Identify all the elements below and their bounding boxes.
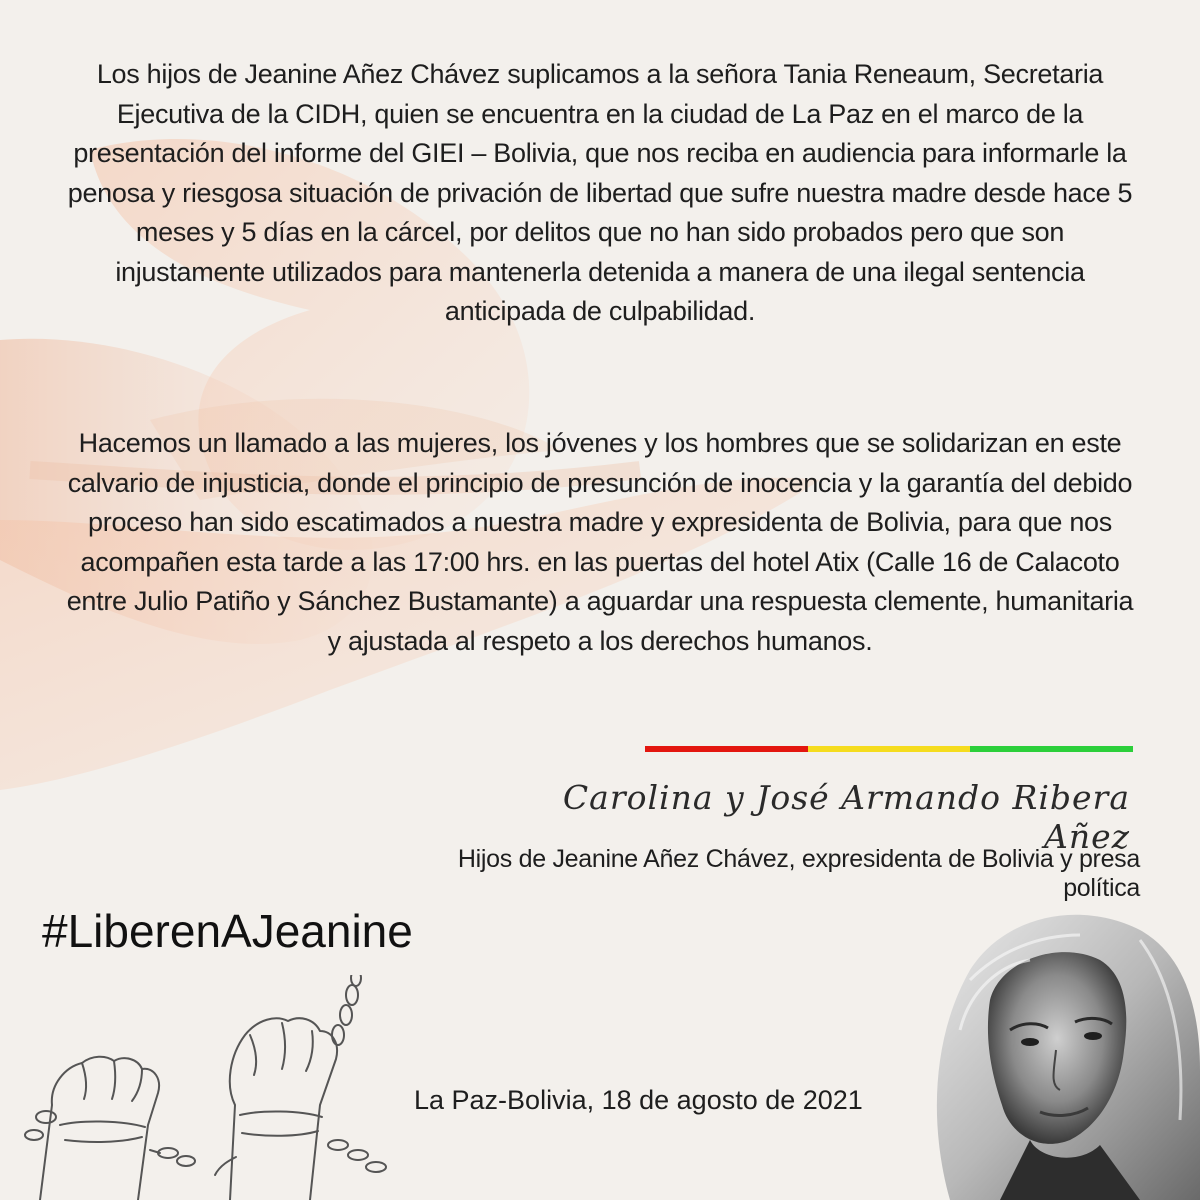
flag-red-segment — [645, 746, 808, 752]
place-date: La Paz-Bolivia, 18 de agosto de 2021 — [414, 1085, 863, 1115]
signature-names: Carolina y José Armando Ribera Añez — [562, 778, 1130, 856]
statement-paragraph-1: Los hijos de Jeanine Añez Chávez suplicamos a la señora Tania Reneaum, Secretaria Ejecutiva de la CIDH, quien se encuentra en la ciudad de La Paz en el marco de la presentación del informe del GIEI – Bolivia, que nos reciba en audiencia para informarle la penosa y riesgosa situación de privación de libertad que sufre nuestra madre desde hace 5 meses y 5 días en la cárcel, por delitos que no han sido probados pero que son injustamente utilizados para mantenerla detenida a manera de una ilegal sentencia anticipada de culpabilidad. — [67, 59, 1133, 326]
hashtag: #LiberenAJeanine — [42, 905, 413, 957]
bolivia-flag-divider — [645, 746, 1133, 752]
signer-role: Hijos de Jeanine Añez Chávez, expresidenta de Bolivia y presa política — [457, 845, 1140, 902]
portrait-image — [910, 890, 1200, 1200]
broken-chains-fists-icon — [20, 975, 400, 1200]
statement-paragraph-2: Hacemos un llamado a las mujeres, los jóvenes y los hombres que se solidarizan en este calvario de injusticia, donde el principio de presunción de inocencia y la garantía del debido proceso han sido escatimados a nuestra madre y expresidenta de Bolivia, para que nos acompañen esta tarde a las 17:00 hrs. en las puertas del hotel Atix (Calle 16 de Calacoto entre Julio Patiño y Sánchez Bustamante) a aguardar una respuesta clemente, humanitaria y ajustada al respeto a los derechos humanos. — [66, 428, 1134, 656]
flag-yellow-segment — [808, 746, 971, 752]
flag-green-segment — [970, 746, 1133, 752]
